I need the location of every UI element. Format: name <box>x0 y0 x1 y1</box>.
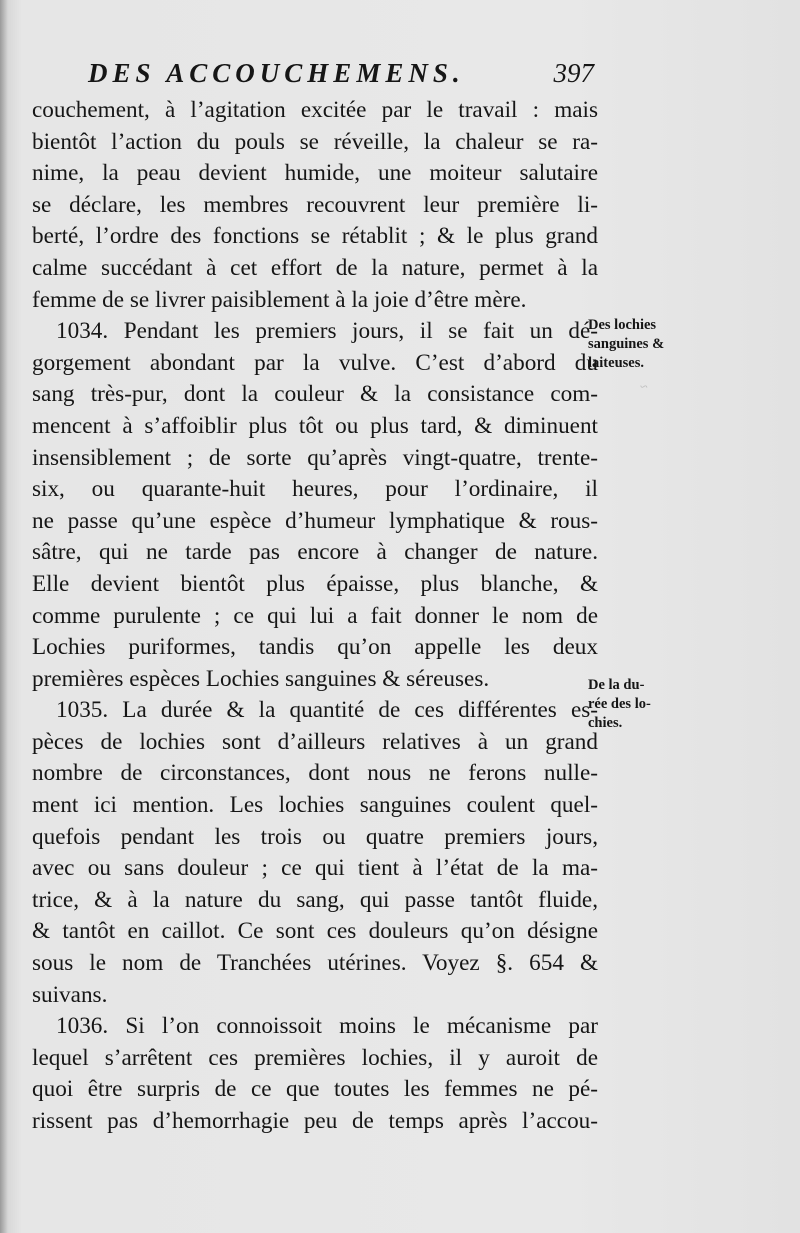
text-line: Elle devient bientôt plus épaisse, plus blanche, & <box>32 570 598 597</box>
text-line: Lochies puriformes, tandis qu’on appelle les deux <box>32 634 598 661</box>
margin-note-line: Des lochies <box>588 317 657 333</box>
text-line: suivans. <box>32 981 108 1008</box>
margin-note-line: chies. <box>588 715 623 731</box>
text-line: insensiblement ; de sorte qu’après vingt-quatre, trente- <box>32 444 598 471</box>
text-line: sang très-pur, dont la couleur & la consistance com- <box>32 381 598 408</box>
margin-note-line: laiteuses. <box>588 355 644 371</box>
text-line: berté, l’ordre des fonctions se rétablit ; & le plus grand <box>32 223 598 250</box>
text-line: se déclare, les membres recouvrent leur première li- <box>32 191 598 218</box>
text-line: premières espèces Lochies sanguines & séreuses. <box>32 665 490 692</box>
text-line: bientôt l’action du pouls se réveille, la chaleur se ra- <box>32 128 598 155</box>
running-header <box>88 58 594 94</box>
page-number: 397 <box>553 58 594 88</box>
margin-note-line: De la du- <box>588 677 645 693</box>
body-text <box>32 95 598 1138</box>
paragraph-1034-start: 1034. Pendant les premiers jours, il se fait un dé- <box>56 318 598 345</box>
text-line: lequel s’arrêtent ces premières lochies, il y auroit de <box>32 1044 598 1071</box>
margin-note-duree <box>588 676 708 733</box>
text-line: nombre de circonstances, dont nous ne ferons nulle- <box>32 760 598 787</box>
text-line: sous le nom de Tranchées utérines. Voyez §. 654 & <box>32 950 598 977</box>
text-line: avec ou sans douleur ; ce qui tient à l’état de la ma- <box>32 855 598 882</box>
text-line: couchement, à l’agitation excitée par le travail : mais <box>32 97 598 123</box>
paragraph-1036-start: 1036. Si l’on connoissoit moins le mécanisme par <box>56 1013 598 1040</box>
margin-note-line: rée des lo- <box>588 696 651 712</box>
text-line: pèces de lochies sont d’ailleurs relatives à un grand <box>32 728 598 755</box>
margin-note-line: sanguines & <box>588 336 665 352</box>
text-line: nime, la peau devient humide, une moiteur salutaire <box>32 160 598 187</box>
text-line: mencent à s’affoiblir plus tôt ou plus tard, & diminuent <box>32 412 598 439</box>
text-line: femme de se livrer paisiblement à la joie d’être mère. <box>32 286 527 313</box>
text-line: quefois pendant les trois ou quatre premiers jours, <box>32 823 598 850</box>
text-line: sâtre, qui ne tarde pas encore à changer de nature. <box>32 539 598 566</box>
text-line: ment ici mention. Les lochies sanguines coulent quel- <box>32 792 598 819</box>
bleed-through-text: ~ <box>640 380 648 395</box>
margin-note-lochies <box>588 316 708 373</box>
text-line: six, ou quarante-huit heures, pour l’ordinaire, il <box>32 476 598 503</box>
paragraph-1035-start: 1035. La durée & la quantité de ces différentes es- <box>56 697 598 724</box>
text-line: rissent pas d’hemorrhagie peu de temps après l’accou- <box>32 1108 598 1134</box>
text-line: trice, & à la nature du sang, qui passe tantôt fluide, <box>32 886 598 913</box>
text-line: ne passe qu’une espèce d’humeur lymphatique & rous- <box>32 507 598 534</box>
text-line: calme succédant à cet effort de la nature, permet à la <box>32 254 598 281</box>
text-line: comme purulente ; ce qui lui a fait donner le nom de <box>32 602 598 629</box>
running-title: DES ACCOUCHEMENS. <box>88 58 465 88</box>
text-line: gorgement abondant par la vulve. C’est d’abord du <box>32 349 598 376</box>
text-line: & tantôt en caillot. Ce sont ces douleurs qu’on désigne <box>32 918 598 945</box>
text-line: quoi être surpris de ce que toutes les femmes ne pé- <box>32 1076 598 1103</box>
